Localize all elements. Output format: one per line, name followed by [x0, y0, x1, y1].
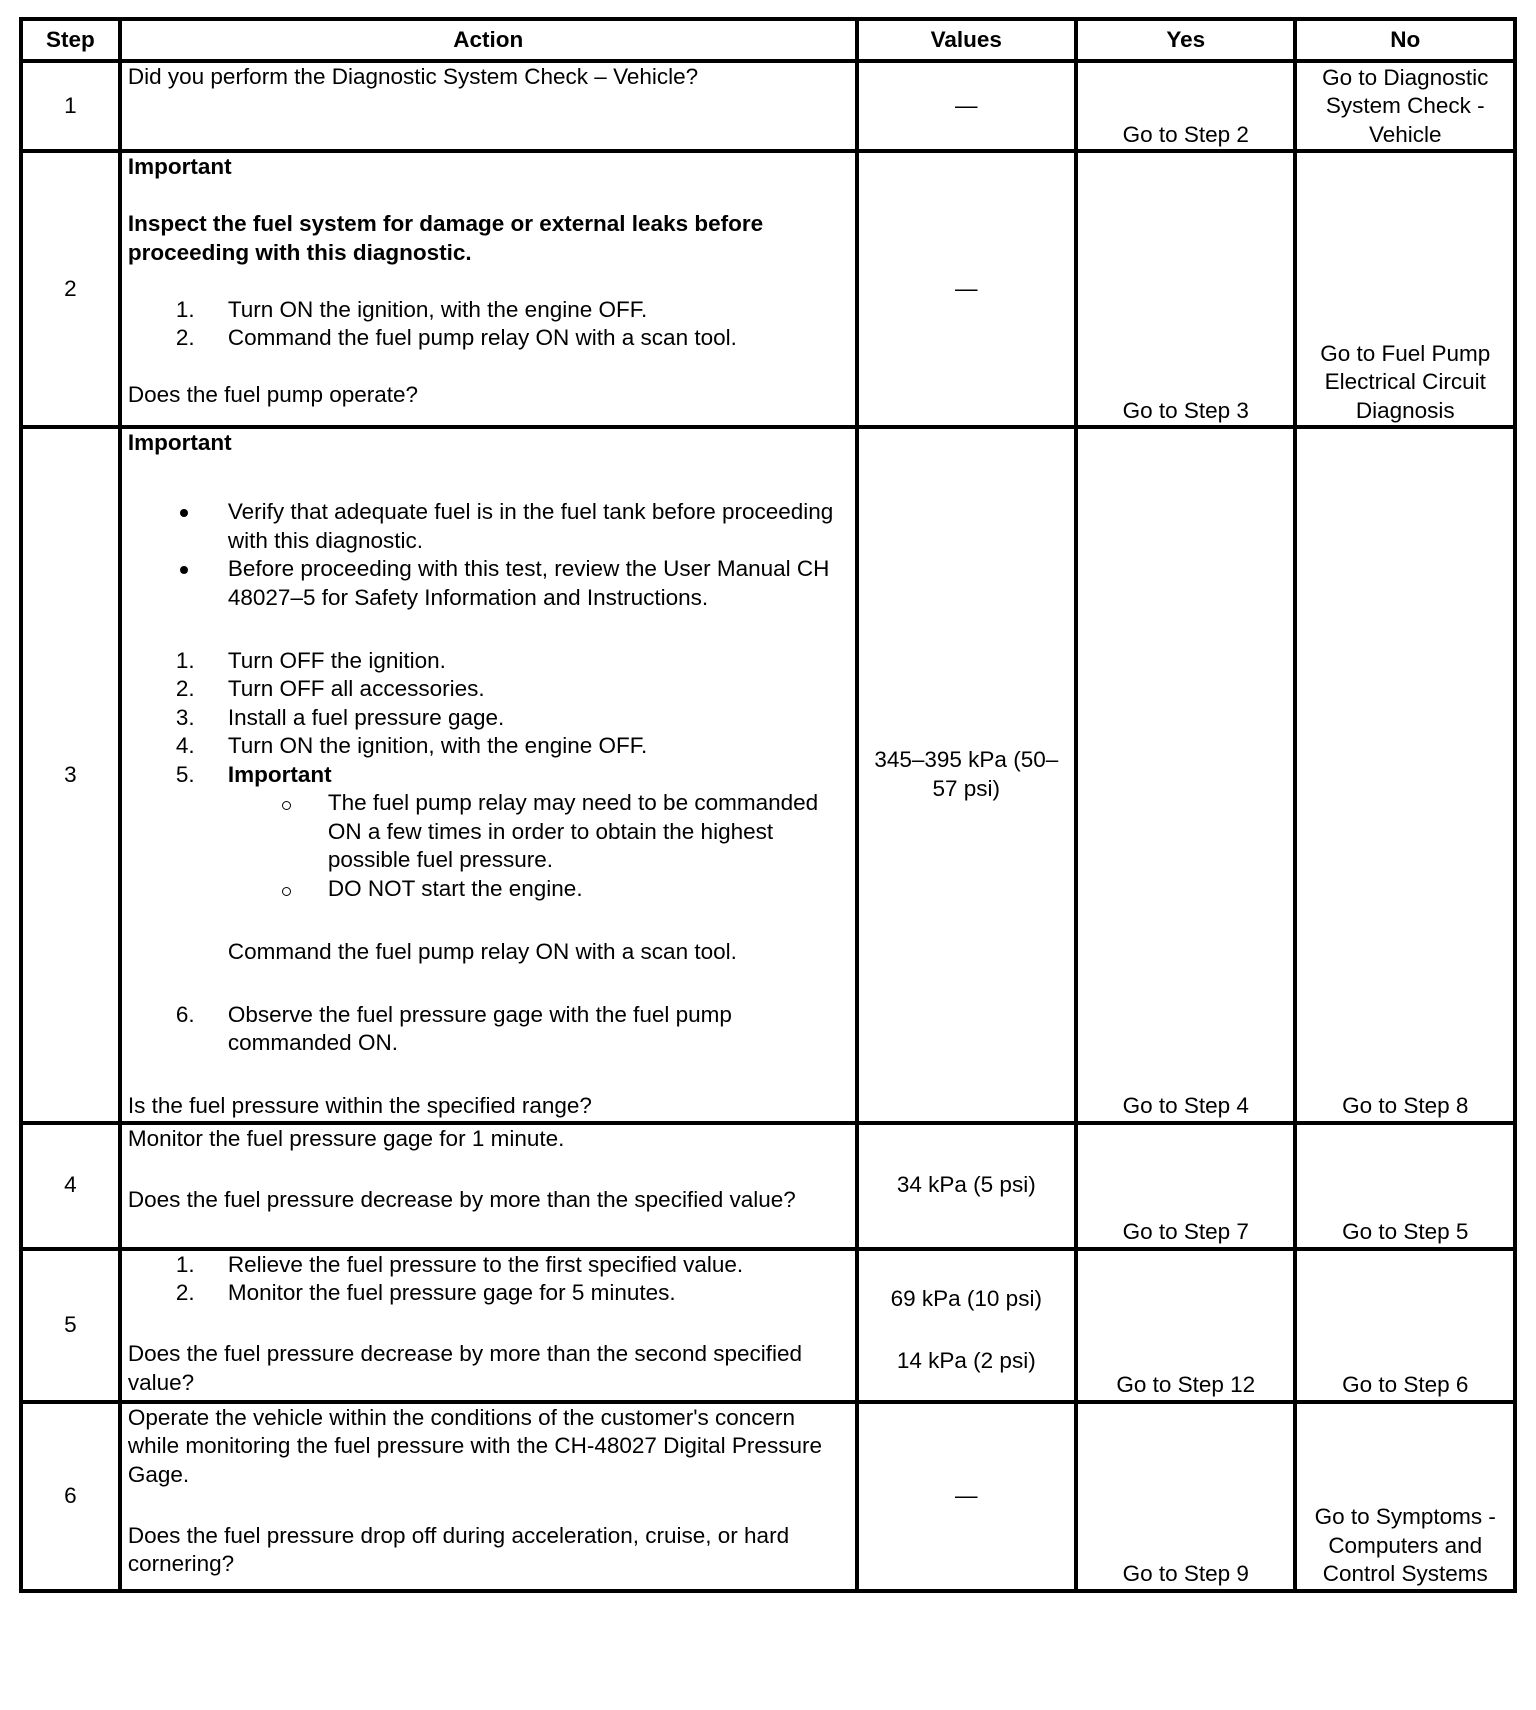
important-label: Important	[127, 430, 232, 455]
no-cell: Go to Step 8	[1295, 427, 1515, 1123]
table-row	[21, 1402, 1515, 1591]
yes-cell: Go to Step 3	[1076, 151, 1295, 427]
important-label: Important	[227, 761, 332, 787]
list-item	[228, 875, 849, 904]
list-item	[128, 1279, 849, 1308]
list-number: 4.	[175, 733, 195, 758]
list-item	[128, 498, 849, 555]
list-text: Verify that adequate fuel is in the fuel tank before proceeding with this diagnostic.	[227, 499, 834, 553]
table-row	[21, 427, 1515, 1123]
list-text: Command the fuel pump relay ON with a scan tool.	[227, 325, 737, 350]
bullet-list	[128, 498, 849, 612]
header-yes: Yes	[1076, 19, 1295, 61]
list-item	[228, 789, 849, 875]
step-number: 6	[21, 1402, 120, 1591]
no-cell: Go to Fuel Pump Electrical Circuit Diagnosis	[1295, 151, 1515, 427]
list-number: 2.	[175, 676, 195, 701]
values-text: 345–395 kPa (50–57 psi)	[874, 747, 1059, 801]
action-question: Does the fuel pressure decrease by more than the specified value?	[127, 1186, 796, 1212]
list-text: Monitor the fuel pressure gage for 5 minutes.	[227, 1280, 676, 1305]
list-text: Turn OFF all accessories.	[227, 676, 485, 701]
action-cell	[120, 427, 857, 1123]
list-text: Turn ON the ignition, with the engine OFF.	[227, 733, 648, 758]
list-item	[128, 1001, 849, 1058]
list-number: 2.	[175, 325, 195, 350]
yes-cell: Go to Step 7	[1076, 1123, 1295, 1249]
step-number: 2	[21, 151, 120, 427]
bullet-icon	[180, 509, 188, 517]
action-question: Does the fuel pressure drop off during acceleration, cruise, or hard cornering?	[127, 1522, 790, 1576]
list-number: 1.	[175, 647, 195, 673]
sub-list	[128, 789, 849, 903]
list-text: Command the fuel pump relay ON with a scan tool.	[227, 938, 737, 964]
action-text: Monitor the fuel pressure gage for 1 minute.	[127, 1125, 565, 1151]
list-item	[128, 675, 849, 704]
header-row	[21, 19, 1515, 61]
action-cell	[120, 1402, 857, 1591]
step-list	[128, 296, 849, 353]
action-cell	[120, 151, 857, 427]
important-text: Inspect the fuel system for damage or external leaks before proceeding with this diagnostic.	[127, 211, 764, 265]
values-cell: —	[857, 1402, 1076, 1591]
list-number: 2.	[175, 1280, 195, 1305]
action-question: Does the fuel pump operate?	[127, 382, 419, 407]
action-text: Operate the vehicle within the conditions of the customer's concern while monitoring the fuel pressure with the CH-48027 Digital Pressure Gage.	[127, 1404, 822, 1487]
step-number: 4	[21, 1123, 120, 1249]
list-text: Relieve the fuel pressure to the first specified value.	[227, 1251, 744, 1277]
circle-bullet-icon	[282, 887, 291, 896]
header-no: No	[1295, 19, 1515, 61]
table-row	[21, 1123, 1515, 1249]
header-step: Step	[21, 19, 120, 61]
yes-cell: Go to Step 12	[1076, 1249, 1295, 1402]
circle-bullet-icon	[282, 801, 291, 810]
no-cell: Go to Step 6	[1295, 1249, 1515, 1402]
list-text: Install a fuel pressure gage.	[227, 704, 505, 730]
list-number: 1.	[175, 296, 195, 322]
step-list	[128, 1251, 849, 1308]
action-cell	[120, 61, 857, 151]
list-item	[128, 704, 849, 733]
list-item	[128, 647, 849, 676]
list-number: 6.	[175, 1001, 195, 1027]
list-item	[128, 1251, 849, 1280]
step-number: 3	[21, 427, 120, 1123]
step-list	[128, 647, 849, 1058]
list-item	[128, 324, 849, 353]
list-text: Observe the fuel pressure gage with the fuel pump commanded ON.	[227, 1001, 732, 1055]
values-cell: —	[857, 151, 1076, 427]
action-cell	[120, 1123, 857, 1249]
list-text: Before proceeding with this test, review the User Manual CH 48027–5 for Safety Information and Instructions.	[227, 556, 830, 610]
header-action: Action	[120, 19, 857, 61]
list-item	[128, 761, 849, 1001]
action-question: Is the fuel pressure within the specified range?	[127, 1093, 592, 1118]
no-cell: Go to Diagnostic System Check - Vehicle	[1295, 61, 1515, 151]
values-second: 14 kPa (2 psi)	[896, 1348, 1036, 1373]
table-row	[21, 1249, 1515, 1402]
action-cell	[120, 1249, 857, 1402]
list-number: 3.	[175, 704, 195, 730]
list-text: DO NOT start the engine.	[327, 875, 583, 901]
list-text: The fuel pump relay may need to be commanded ON a few times in order to obtain the highest possible fuel pressure.	[327, 790, 819, 872]
values-first: 69 kPa (10 psi)	[890, 1285, 1042, 1311]
step-number: 5	[21, 1249, 120, 1402]
yes-cell: Go to Step 4	[1076, 427, 1295, 1123]
list-number: 5.	[175, 761, 195, 787]
no-cell: Go to Symptoms - Computers and Control Systems	[1295, 1402, 1515, 1591]
important-label: Important	[127, 154, 232, 179]
step-number: 1	[21, 61, 120, 151]
no-cell: Go to Step 5	[1295, 1123, 1515, 1249]
values-cell	[857, 427, 1076, 1123]
diagnostic-table	[19, 17, 1517, 1593]
action-question: Did you perform the Diagnostic System Check – Vehicle?	[127, 64, 699, 89]
header-values: Values	[857, 19, 1076, 61]
values-stack	[865, 1285, 1068, 1376]
bullet-icon	[180, 566, 188, 574]
list-item	[128, 732, 849, 761]
table-row	[21, 61, 1515, 151]
list-text: Turn OFF the ignition.	[227, 647, 446, 673]
values-cell: 34 kPa (5 psi)	[857, 1123, 1076, 1249]
table-row	[21, 151, 1515, 427]
list-number: 1.	[175, 1251, 195, 1277]
values-cell: —	[857, 61, 1076, 151]
values-cell	[857, 1249, 1076, 1402]
list-item	[128, 555, 849, 612]
yes-cell: Go to Step 2	[1076, 61, 1295, 151]
list-item	[128, 296, 849, 325]
action-question: Does the fuel pressure decrease by more than the second specified value?	[127, 1341, 803, 1395]
list-text: Turn ON the ignition, with the engine OFF.	[227, 296, 648, 322]
yes-cell: Go to Step 9	[1076, 1402, 1295, 1591]
